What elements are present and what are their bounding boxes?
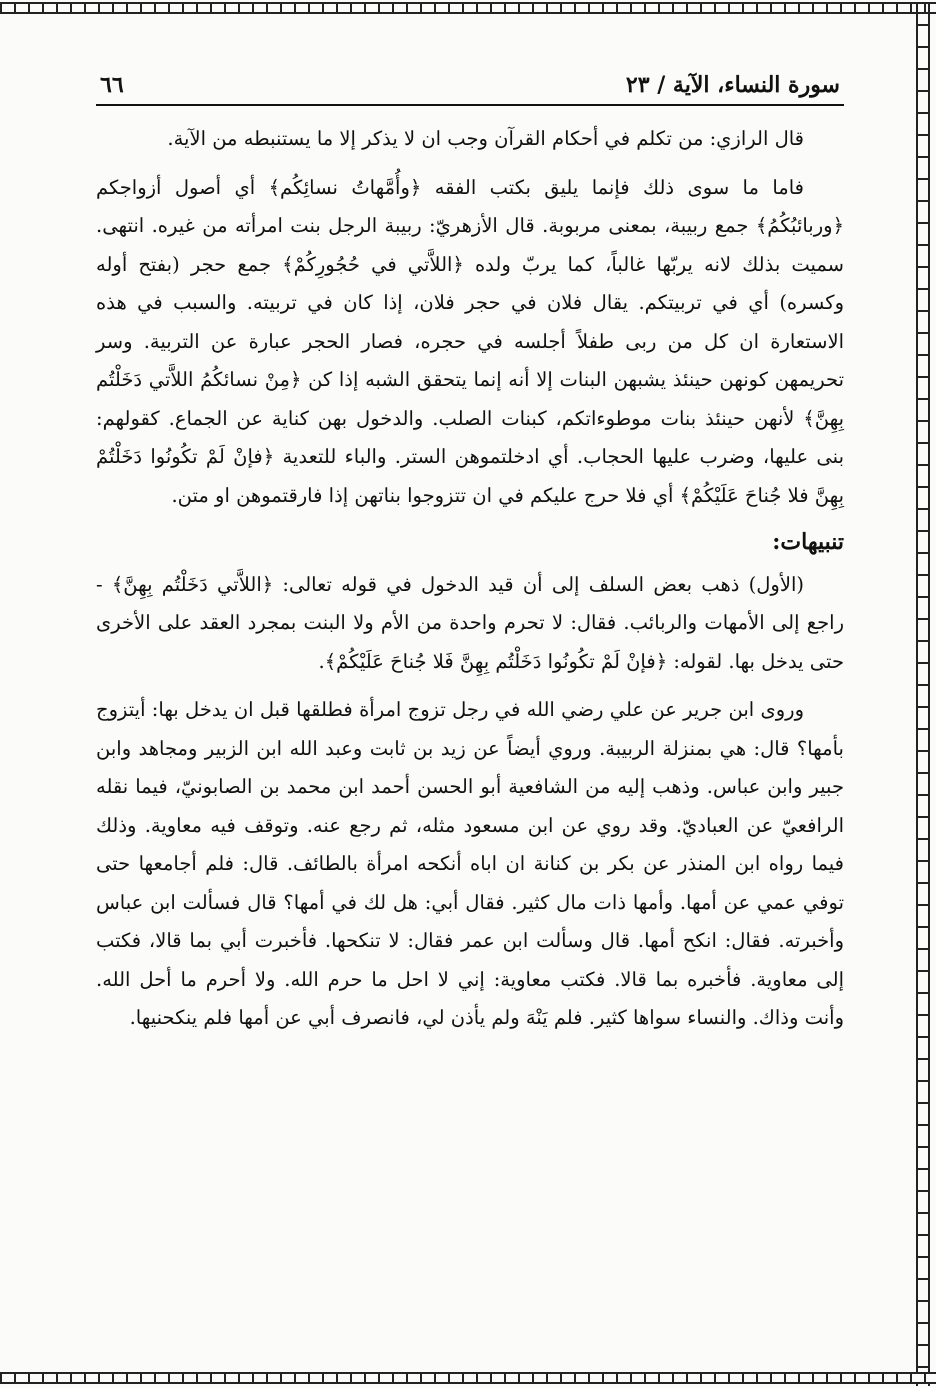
paragraph-2: فاما ما سوى ذلك فإنما يليق بكتب الفقه ﴿وأُمَّهاتُ نسائِكُم﴾ أي أصول أزواجكم ﴿وربائبُكُمُ﴾ جمع ربيبة، بمعنى مربوبة. قال الأزهريّ: ربيبة الرجل بنت امرأته من غيره. انتهى. سميت بذلك لانه يربّها غالباً، كما يربّ ولده ﴿اللاَّتي في حُجُورِكُمْ﴾ جمع حجر (بفتح أوله وكسره) أي في تربيتكم. يقال فلان في حجر فلان، إذا كان في تربيته. والسبب في هذه الاستعارة ان كل من ربى طفلاً أجلسه في حجره، فصار الحجر عبارة عن التربية. وسر تحريمهن كونهن حينئذ يشبهن البنات إلا أنه إنما يتحقق الشبه إذا كن ﴿مِنْ نسائكُمُ اللاَّتي دَخَلْتُم بِهِنَّ﴾ لأنهن حينئذ بنات موطوءاتكم، كبنات الصلب. والدخول بهن كناية عن الجماع. كقولهم: بنى عليها، وضرب عليها الحجاب. أي ادخلتموهن الستر. والباء للتعدية ﴿فإنْ لَمْ تكُونُوا دَخَلْتُمْ بِهِنَّ فلا جُناحَ عَلَيْكُمْ﴾ أي فلا حرج عليكم في ان تتزوجوا بناتهن إذا فارقتموهن او متن. (96, 175, 844, 507)
top-ornamental-border (0, 2, 936, 14)
page-body (96, 120, 844, 1038)
note-1: (الأول) ذهب بعض السلف إلى أن قيد الدخول في قوله تعالى: ﴿اللاَّتي دَخَلْتُم بِهِنَّ﴾ - راجع إلى الأمهات والربائب. فقال: لا تحرم واحدة من الأم ولا البنت بمجرد العقد على الأخرى حتى يدخل بها. لقوله: ﴿فإنْ لَمْ تكُونُوا دَخَلْتُم بِهِنَّ فَلا جُناحَ عَلَيْكُمْ﴾. (96, 572, 844, 673)
section-title: تنبيهات: (772, 529, 844, 555)
page-header (96, 62, 844, 106)
running-title: سورة النساء، الآية / ٢٣ (625, 72, 840, 98)
page (96, 62, 844, 1038)
paragraph-1: قال الرازي: من تكلم في أحكام القرآن وجب ان لا يذكر إلا ما يستنبطه من الآية. (167, 127, 804, 150)
page-number: ٦٦ (100, 72, 124, 98)
right-ornamental-border (916, 2, 930, 1386)
note-2: وروى ابن جرير عن علي رضي الله في رجل تزوج امرأة فطلقها قبل ان يدخل بها: أيتزوج بأمها؟ قال: هي بمنزلة الربيبة. وروي أيضاً عن زيد بن ثابت وعبد الله ابن الزبير ومجاهد وابن جبير وابن عباس. وذهب إليه من الشافعية أبو الحسن أحمد ابن محمد بن الصابونيّ، فيما نقله الرافعيّ عن العباديّ. وقد روي عن ابن مسعود مثله، ثم رجع عنه. وتوقف فيه معاوية. وذلك فيما رواه ابن المنذر عن بكر بن كنانة ان اباه أنكحه امرأة بالطائف. قال: فلم أجامعها حتى توفي عمي عن أمها. وأمها ذات مال كثير. فقال أبي: هل لك في أمها؟ قال فسألت ابن عباس وأخبرته. فقال: انكح أمها. قال وسألت ابن عمر فقال: لا تنكحها. فأخبرت أبي بما قالا، فكتب إلى معاوية. فأخبره بما قالا. فكتب معاوية: إني لا احل ما حرم الله. ولا أحرم ما أحل الله. وأنت وذاك. والنساء سواها كثير. فلم يَنْهَ ولم يأذن لي، فانصرف أبي عن أمها فلم ينكحنيها. (96, 698, 844, 1029)
bottom-ornamental-border (0, 1372, 936, 1384)
